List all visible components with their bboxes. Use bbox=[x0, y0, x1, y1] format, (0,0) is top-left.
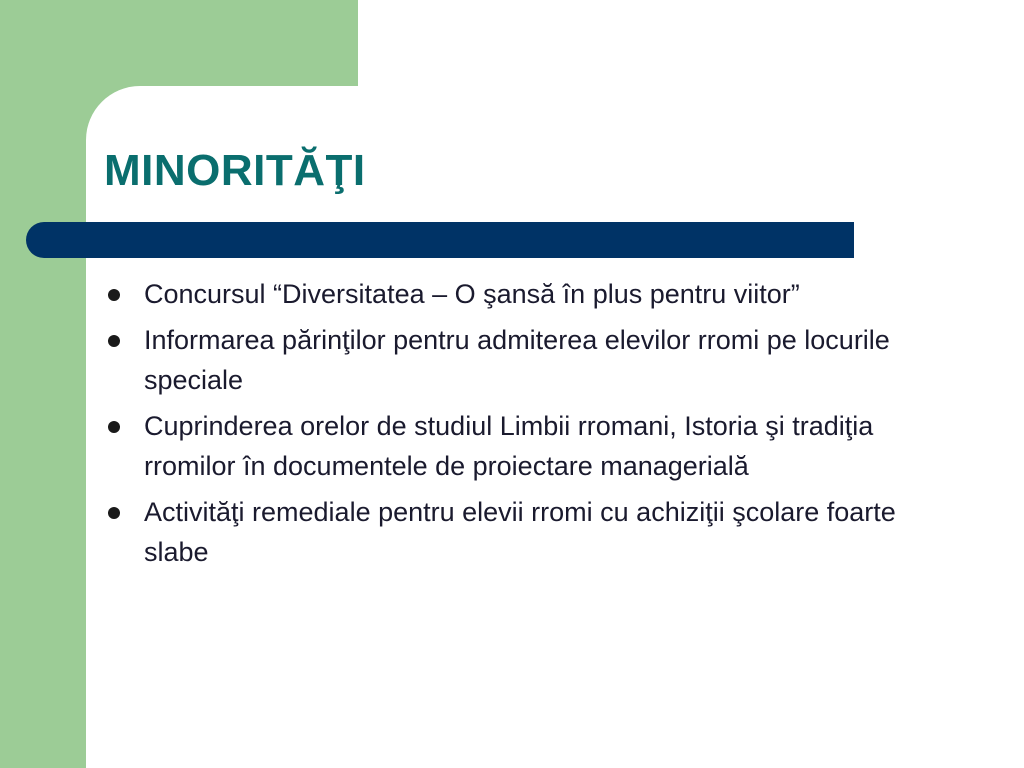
bullet-text: Concursul “Diversitatea – O şansă în plus pentru viitor” bbox=[144, 279, 800, 309]
bullet-item-4 bbox=[104, 492, 944, 572]
bullet-dot-icon bbox=[108, 289, 120, 301]
bullet-text: Informarea părinţilor pentru admiterea elevilor rromi pe locurile speciale bbox=[144, 325, 890, 395]
bullet-dot-icon bbox=[108, 421, 120, 433]
slide-title: MINORITĂŢI bbox=[104, 146, 366, 195]
bullet-item-1 bbox=[104, 274, 944, 314]
bullet-list bbox=[104, 274, 944, 578]
bullet-dot-icon bbox=[108, 507, 120, 519]
bullet-text: Cuprinderea orelor de studiul Limbii rromani, Istoria şi tradiţia rromilor în documentele de proiectare managerială bbox=[144, 411, 874, 481]
bullet-item-2 bbox=[104, 320, 944, 400]
bullet-text: Activităţi remediale pentru elevii rromi cu achiziţii şcolare foarte slabe bbox=[144, 497, 896, 567]
title-underline-bar bbox=[26, 222, 854, 258]
bullet-item-3 bbox=[104, 406, 944, 486]
bullet-dot-icon bbox=[108, 335, 120, 347]
